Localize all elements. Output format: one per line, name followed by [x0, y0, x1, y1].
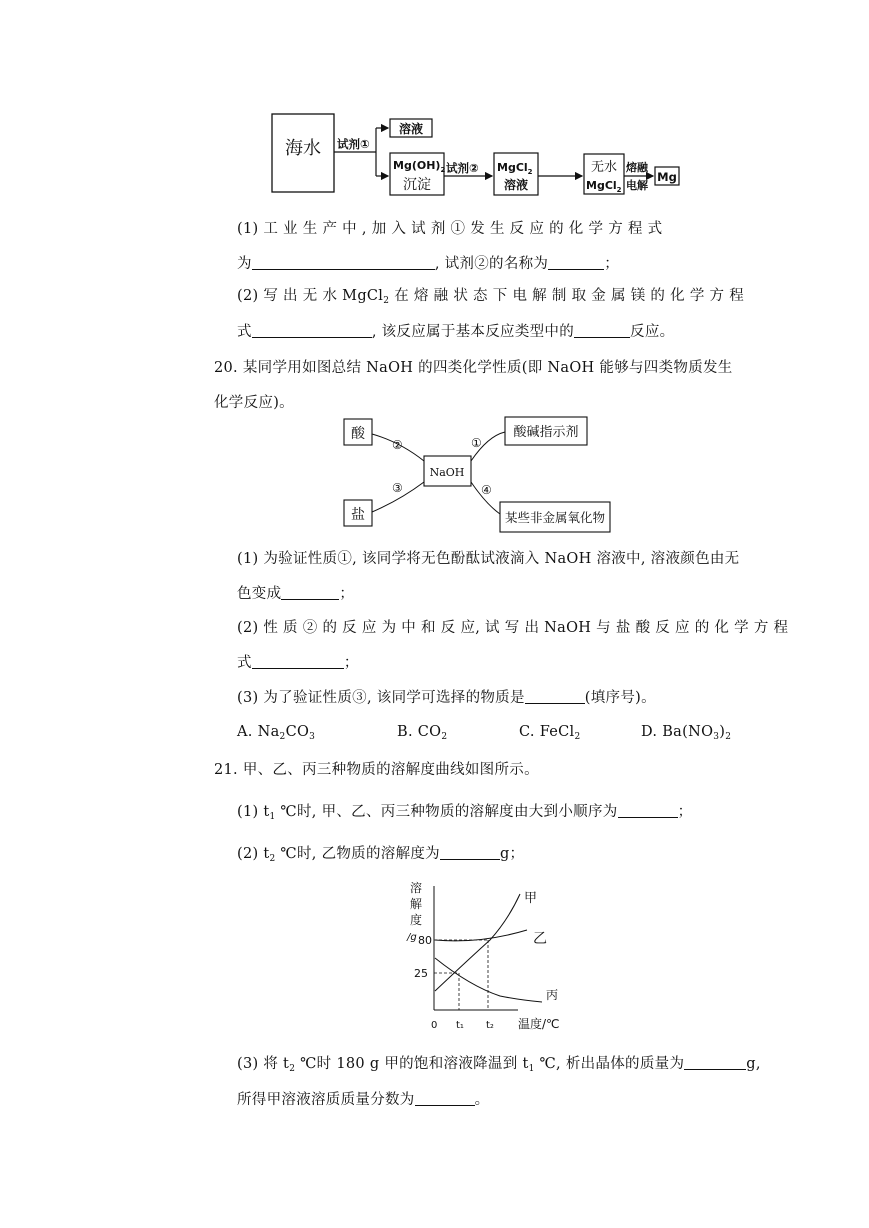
chart-tick-80: 80 [418, 934, 432, 947]
svg-text:MgCl2 [497, 161, 533, 176]
chart-origin: 0 [431, 1020, 438, 1031]
q21-stem: 21. 甲、乙、丙三种物质的溶解度曲线如图所示。 [214, 762, 539, 778]
chart-tick-t2: t₂ [486, 1020, 494, 1031]
answer-blank[interactable] [252, 653, 344, 669]
precipitate-label: 沉淀 [403, 177, 431, 193]
q19-part1-line1: (1) 工 业 生 产 中 , 加 入 试 剂 ① 发 生 反 应 的 化 学 方 程 式 [237, 221, 663, 237]
q20-option-a: A. $Na_2CO_3$ [237, 724, 316, 742]
q19-part2-line1: (2) 写 出 无 水 MgCl$_2$ 在 熔 融 状 态 下 电 解 制 取 金 属 镁 的 化 学 方 程 [237, 288, 745, 306]
q20-part1-line1: (1) 为验证性质①, 该同学将无色酚酞试液滴入 NaOH 溶液中, 溶液颜色由无 [237, 551, 740, 567]
answer-blank[interactable] [525, 688, 585, 704]
svg-text:Mg(OH)2 [393, 159, 445, 174]
chart-xlabel: 温度/℃ [518, 1017, 560, 1031]
seawater-flowchart [260, 108, 690, 203]
naoh-properties-diagram [340, 414, 620, 539]
curve-label-jia: 甲 [524, 891, 538, 906]
answer-blank[interactable] [252, 322, 372, 338]
curve-jia [435, 894, 520, 991]
anhydrous-label: 无水 [590, 160, 618, 175]
answer-blank[interactable] [548, 254, 604, 270]
naoh-label: NaOH [429, 466, 465, 479]
q20-part3: (3) 为了验证性质③, 该同学可选择的物质是 (填序号)。 [237, 690, 656, 706]
property-number-2: ② [392, 438, 403, 452]
chart-tick-25: 25 [414, 967, 428, 980]
property-number-4: ④ [481, 483, 492, 497]
q21-part1: (1) $t_1$ ℃时, 甲、乙、丙三种物质的溶解度由大到小顺序为 ； [237, 804, 693, 822]
q21-part2: (2) $t_2$ ℃时, 乙物质的溶解度为 g； [237, 846, 525, 864]
mgoh2-sub: 2 [440, 166, 446, 174]
q20-stem-line2: 化学反应)。 [214, 395, 294, 411]
anhydrous-formula: MgCl [586, 179, 617, 192]
q20-part1-line2: 色变成 ； [237, 586, 355, 602]
mg-product-label: Mg [657, 170, 677, 184]
answer-blank[interactable] [440, 844, 500, 860]
mgoh2-formula: Mg(OH) [393, 159, 441, 172]
q20-option-b: B. $CO_2$ [397, 724, 448, 742]
answer-blank[interactable] [574, 322, 630, 338]
curve-bing [435, 958, 542, 1002]
solution-label: 溶液 [398, 122, 424, 136]
q20-part2-line2: 式 ； [237, 655, 359, 671]
q19-part1-line2: 为 , 试剂②的名称为 ； [237, 256, 620, 272]
chart-tick-t1: t₁ [456, 1020, 464, 1031]
curve-yi [435, 930, 527, 941]
curve-label-yi: 乙 [533, 931, 547, 947]
mgcl2-solution-label: 溶液 [503, 178, 529, 192]
svg-text:MgCl2 [586, 179, 622, 194]
reagent2-label: 试剂② [446, 161, 479, 175]
q20-option-c: C. FeCl$_2$ [519, 724, 581, 742]
chart-ylabel-3: 度 [410, 913, 423, 927]
salt-label: 盐 [351, 507, 365, 523]
property-number-3: ③ [392, 481, 403, 495]
reagent1-label: 试剂① [337, 137, 370, 151]
answer-blank[interactable] [415, 1090, 475, 1106]
answer-blank[interactable] [684, 1054, 746, 1070]
acid-label: 酸 [351, 426, 365, 442]
nonmetal-oxide-label: 某些非金属氧化物 [504, 510, 606, 525]
answer-blank[interactable] [281, 584, 339, 600]
chart-ylabel-unit: /g [407, 932, 417, 943]
q19-part2-line2: 式 , 该反应属于基本反应类型中的 反应。 [237, 324, 675, 340]
indicator-label: 酸碱指示剂 [513, 425, 579, 440]
molten-label: 熔融 [626, 161, 648, 174]
chart-ylabel-2: 解 [410, 897, 423, 911]
q20-stem-line1: 20. 某同学用如图总结 NaOH 的四类化学性质(即 NaOH 能够与四类物质发生 [214, 360, 733, 376]
anhydrous-sub: 2 [616, 186, 622, 194]
seawater-label: 海水 [285, 138, 321, 159]
solubility-curve-chart [400, 878, 590, 1038]
q20-part2-line1: (2) 性 质 ② 的 反 应 为 中 和 反 应, 试 写 出 NaOH 与 盐 酸 反 应 的 化 学 方 程 [237, 620, 789, 636]
electrolysis-label: 电解 [626, 179, 648, 192]
mgcl2-formula: MgCl [497, 161, 528, 174]
mgcl2-sub: 2 [527, 168, 533, 176]
q20-option-d: D. $Ba(NO_3)_2$ [641, 724, 732, 742]
answer-blank[interactable] [252, 254, 435, 270]
q21-part3-line1: (3) 将 $t_2$ ℃时 180 g 甲的饱和溶液降温到 $t_1$ ℃, 析出晶体的质量为 g, [237, 1056, 761, 1074]
q21-part3-line2: 所得甲溶液溶质质量分数为 。 [237, 1092, 490, 1108]
answer-blank[interactable] [618, 802, 678, 818]
property-number-1: ① [471, 436, 482, 450]
curve-label-bing: 丙 [546, 988, 559, 1002]
chart-ylabel-1: 溶 [410, 881, 423, 895]
